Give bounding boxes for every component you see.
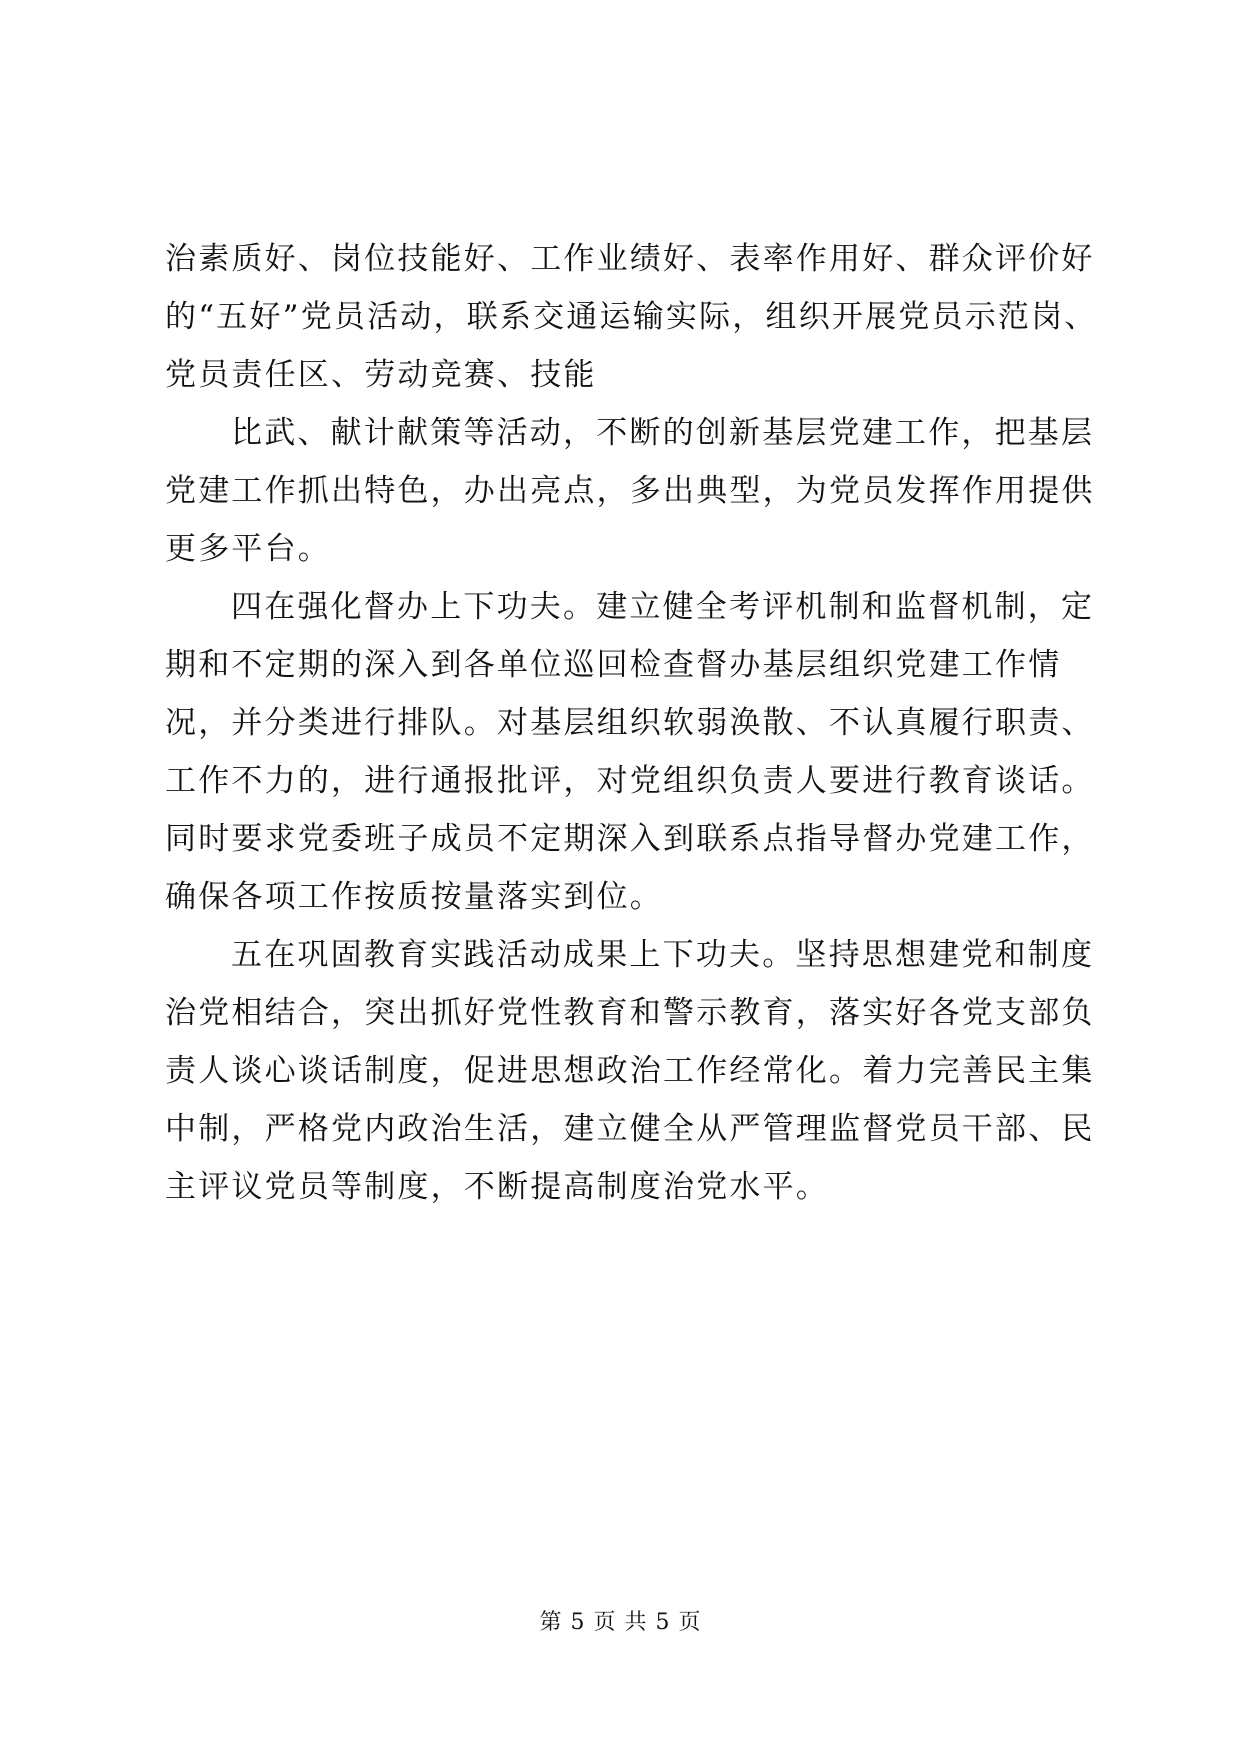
paragraph-2 [165,404,1095,578]
text-line: 期和不定期的深入到各单位巡回检查督办基层组织党建工作情 [165,647,1062,683]
text-line: 治党相结合，突出抓好党性教育和警示教育，落实好各党支部负 [165,995,1095,1031]
text-line: 五在巩固教育实践活动成果上下功夫。坚持思想建党和制度 [231,937,1095,973]
text-line: 工作不力的，进行通报批评，对党组织负责人要进行教育谈话。 [165,763,1095,799]
text-line: 主评议党员等制度，不断提高制度治党水平。 [165,1169,829,1205]
text-line: 更多平台。 [165,531,331,567]
text-line: 同时要求党委班子成员不定期深入到联系点指导督办党建工作， [165,821,1095,857]
paragraph-4 [165,926,1095,1216]
paragraph-1 [165,230,1098,404]
text-line: 确保各项工作按质按量落实到位。 [165,879,663,915]
text-line: 的“五好”党员活动，联系交通运输实际，组织开展党员示范岗、 [165,299,1098,335]
text-line: 况，并分类进行排队。对基层组织软弱涣散、不认真履行职责、 [165,705,1095,741]
page-number-footer: 第 5 页 共 5 页 [539,1610,702,1635]
text-line: 党员责任区、劳动竞赛、技能 [165,357,597,393]
text-line: 比武、献计献策等活动，不断的创新基层党建工作，把基层 [231,415,1095,451]
text-line: 中制，严格党内政治生活，建立健全从严管理监督党员干部、民 [165,1111,1095,1147]
text-line: 四在强化督办上下功夫。建立健全考评机制和监督机制，定 [231,589,1095,625]
text-line: 治素质好、岗位技能好、工作业绩好、表率作用好、群众评价好 [165,241,1095,277]
text-line: 责人谈心谈话制度，促进思想政治工作经常化。着力完善民主集 [165,1053,1095,1089]
document-body [165,230,1098,1216]
paragraph-3 [165,578,1095,926]
text-line: 党建工作抓出特色，办出亮点，多出典型，为党员发挥作用提供 [165,473,1095,509]
